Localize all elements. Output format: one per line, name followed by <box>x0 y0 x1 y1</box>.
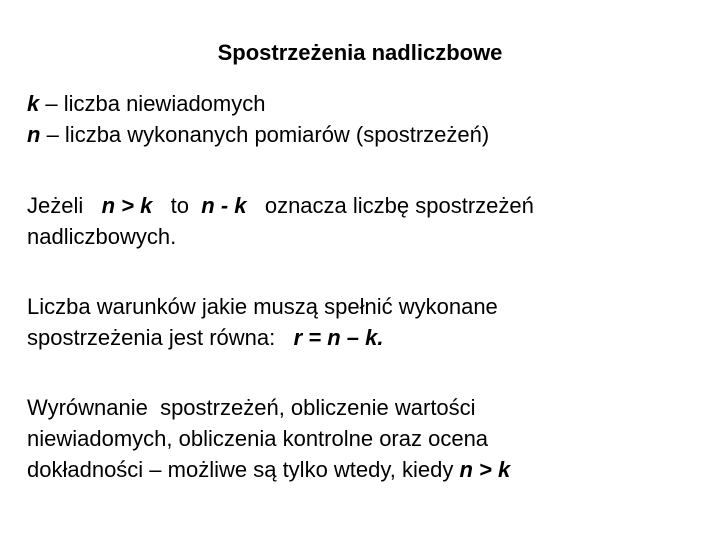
paragraph2-line2 <box>27 322 707 353</box>
paragraph1-text-b: to <box>152 193 202 218</box>
symbol-k: k <box>27 91 40 116</box>
definitions-block <box>27 88 707 150</box>
paragraph2-text: spostrzeżenia jest równa: <box>27 325 294 350</box>
definition-k-text: – liczba niewiadomych <box>39 91 266 116</box>
paragraph3-line3 <box>27 454 707 485</box>
slide-title: Spostrzeżenia nadliczbowe <box>217 40 503 65</box>
paragraph1-expr-n-minus-k: n - k <box>201 193 247 218</box>
paragraph1-text-a: Jeżeli <box>27 193 102 218</box>
paragraph3-line2: niewiadomych, obliczenia kontrolne oraz ocena <box>27 426 489 451</box>
definition-n-text: – liczba wykonanych pomiarów (spostrzeżeń) <box>40 122 490 147</box>
paragraph-conditions <box>27 291 707 353</box>
paragraph3-text: dokładności – możliwe są tylko wtedy, kiedy <box>27 457 460 482</box>
paragraph1-expr-n-gt-k: n > k <box>101 193 153 218</box>
definition-k <box>27 88 707 119</box>
paragraph3-line1: Wyrównanie spostrzeżeń, obliczenie wartości <box>27 395 476 420</box>
paragraph1-text-c: oznacza liczbę spostrzeżeń <box>246 193 534 218</box>
paragraph1-line2: nadliczbowych. <box>27 224 177 249</box>
paragraph-adjustment <box>27 392 707 485</box>
paragraph2-line1: Liczba warunków jakie muszą spełnić wykonane <box>27 294 498 319</box>
adjustment-condition-formula: n > k <box>459 457 511 482</box>
paragraph-surplus-observations <box>27 190 707 252</box>
definition-n <box>27 119 707 150</box>
symbol-n: n <box>27 122 41 147</box>
paragraph1-line1 <box>27 190 707 221</box>
conditions-formula: r = n – k. <box>293 325 384 350</box>
